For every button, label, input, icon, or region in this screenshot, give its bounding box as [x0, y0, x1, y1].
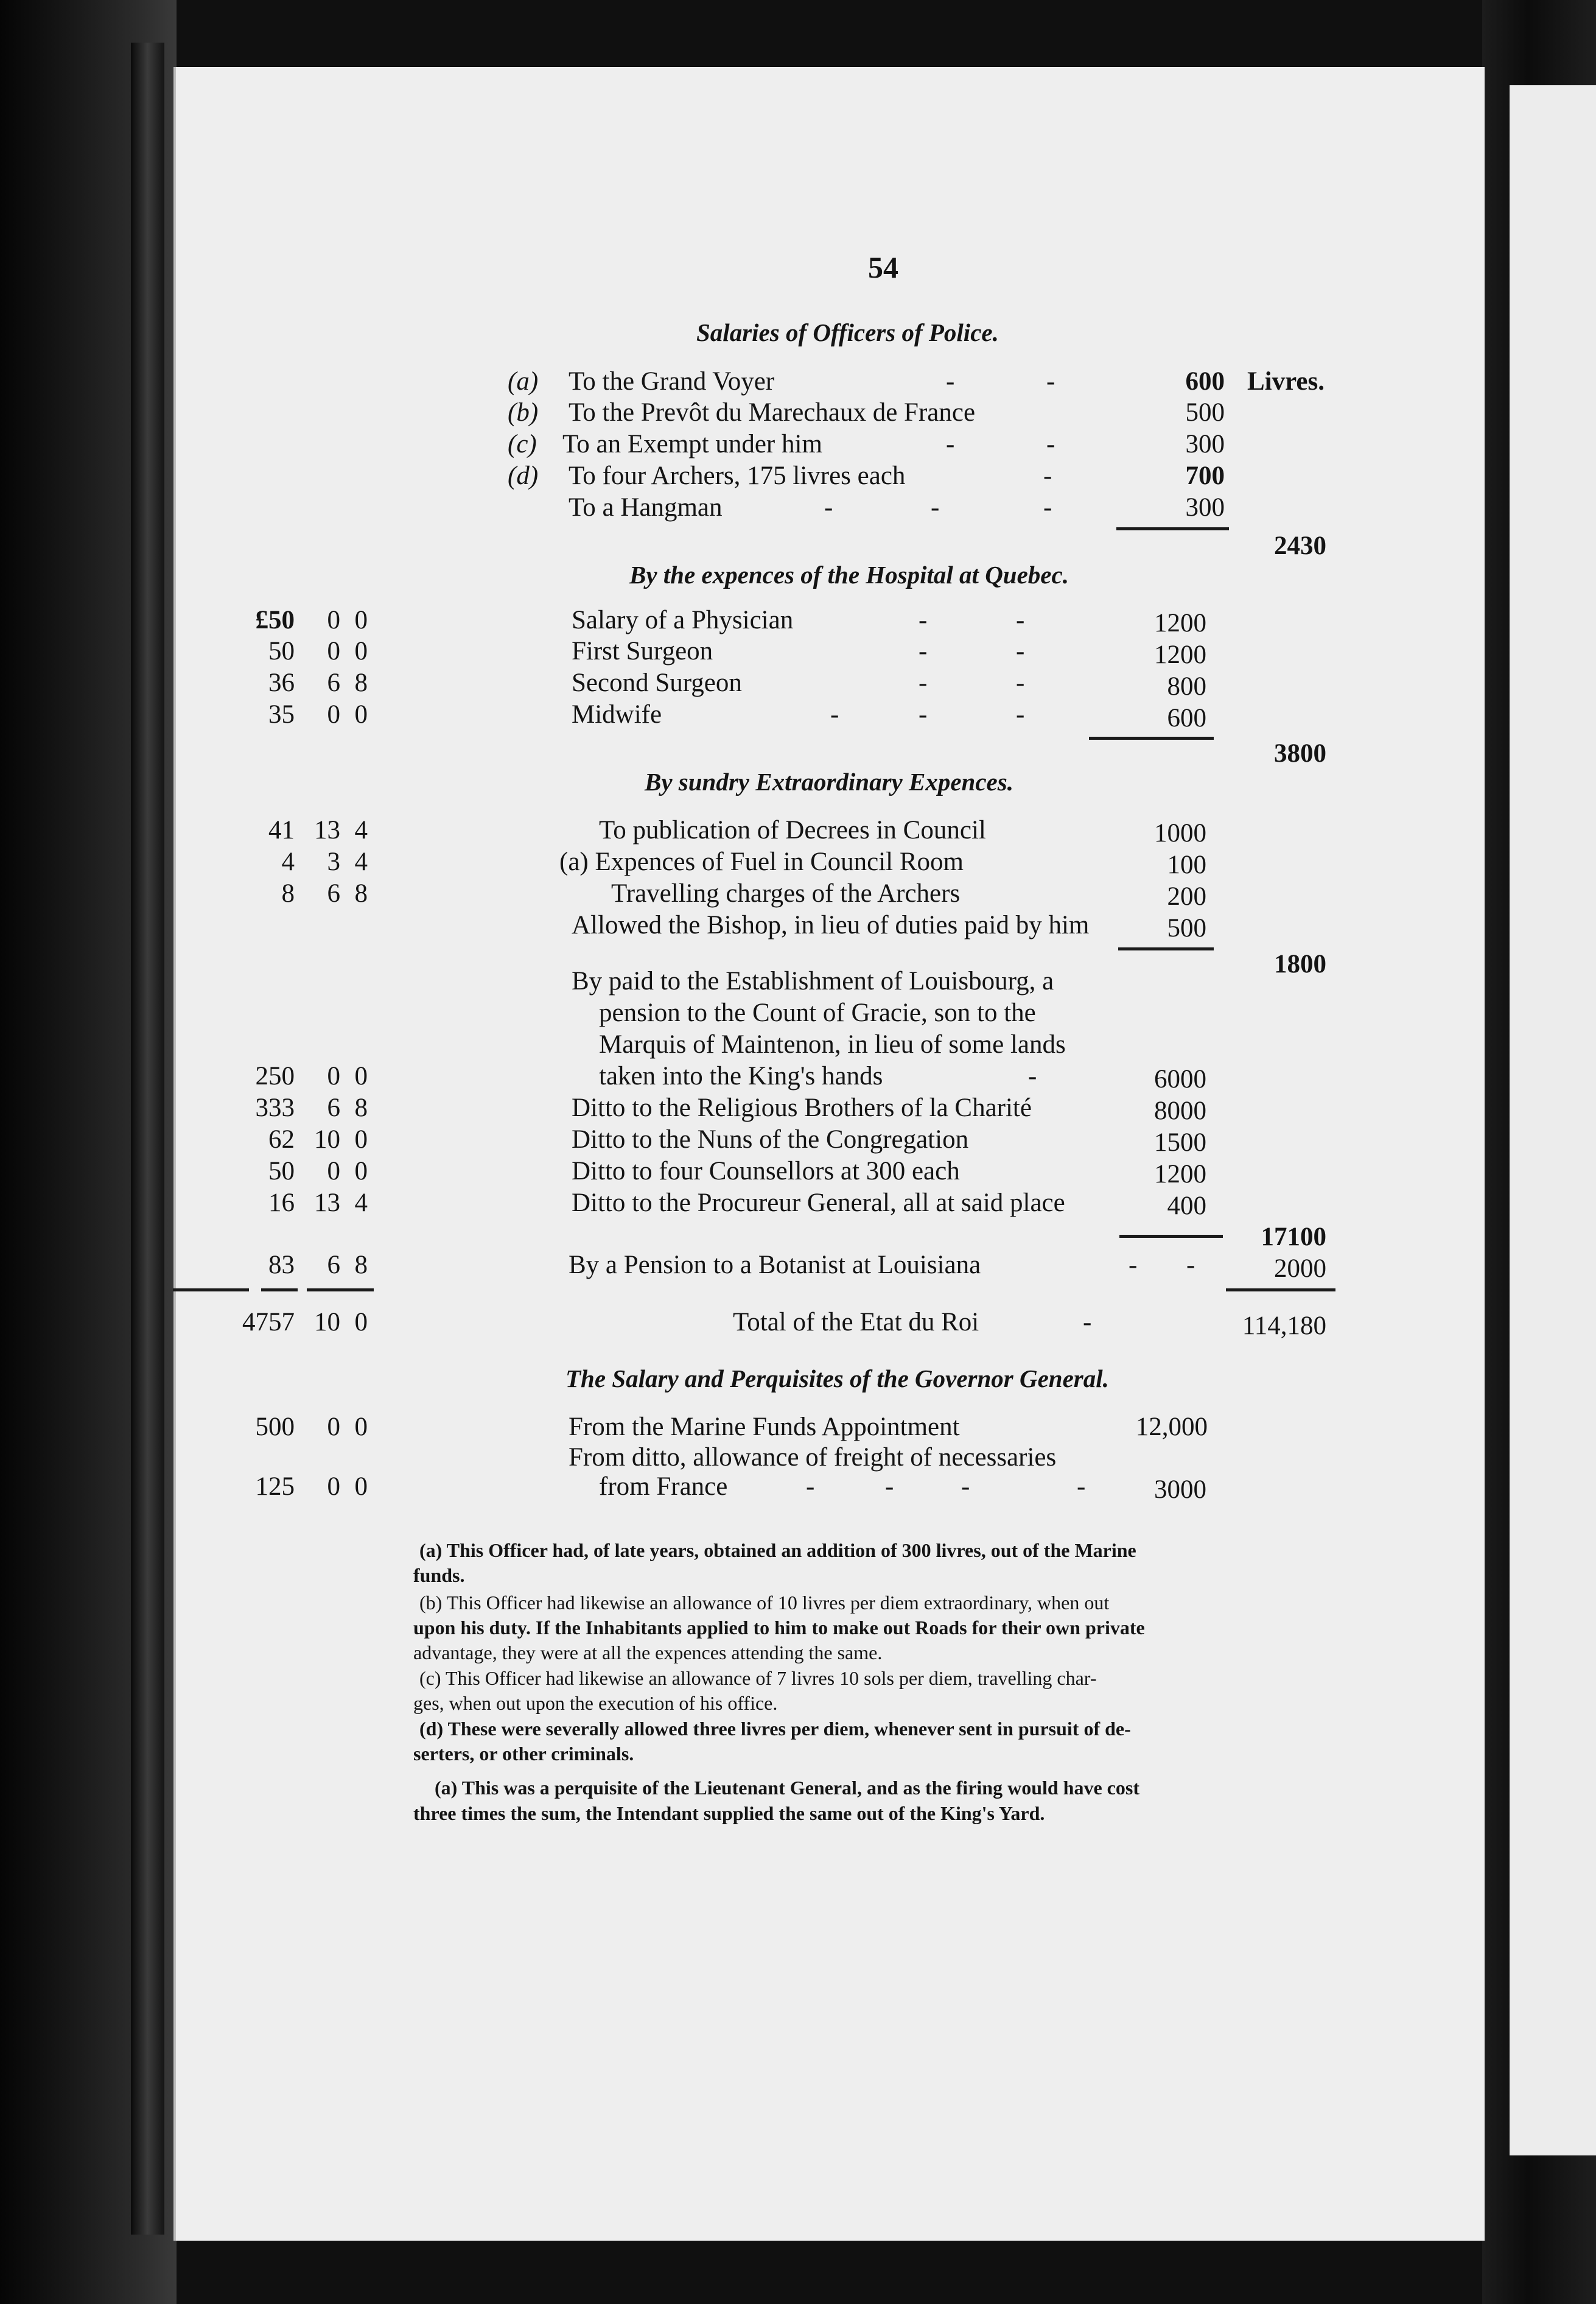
police-heading: Salaries of Officers of Police. — [696, 318, 999, 346]
footnote-line: serters, or other criminals. — [413, 1743, 634, 1765]
louisbourg-text: taken into the King's hands — [599, 1062, 883, 1091]
hospital-heading: By the expences of the Hospital at Quebec. — [629, 561, 1069, 589]
total-rule — [1226, 1288, 1335, 1291]
footnote-line: funds. — [413, 1564, 465, 1586]
footnote-line: (b) This Officer had likewise an allowance of 10 livres per diem extraordinary, when out — [419, 1592, 1110, 1614]
louisbourg-text: By paid to the Establishment of Louisbourg, a — [572, 967, 1054, 996]
subtotal-rule — [1089, 737, 1214, 740]
binding-edge — [131, 43, 164, 2235]
subtotal-rule — [1118, 947, 1214, 950]
footnote-line: (c) This Officer had likewise an allowance of 7 livres 10 sols per diem, travelling char- — [419, 1667, 1097, 1689]
governor-heading: The Salary and Perquisites of the Governor General. — [565, 1364, 1109, 1393]
footnote-line: (a) This was a perquisite of the Lieutenant General, and as the firing would have cost — [435, 1777, 1139, 1799]
louisbourg-dash: - — [1028, 1062, 1037, 1091]
subtotal-rule — [1116, 527, 1229, 530]
footnote-line: three times the sum, the Intendant supplied the same out of the King's Yard. — [413, 1802, 1045, 1824]
hospital-total: 3800 — [1274, 739, 1326, 768]
footnote-line: advantage, they were at all the expences attending the same. — [413, 1642, 883, 1663]
document-page: 54 Salaries of Officers of Police. (a) To the Grand Voyer - - 600 Livres. (b) To the Prevôt du Marechaux de France 500 (c) To an Exempt under him - - 300 (d) To four Archers, 175 livres each - 700 To a Hangman - - - 300 2430 By the expences of the Hospital at Quebec. £50 0 0 Salary of a Physician - - 1200 50 0 0 First Surgeon - - 1200 36 6 8 Second Surgeon - - 800 35 0 0 Midwife - - - 600 3800 By sundry Extraordinary Expences. 41 13 4 To publication of Decrees in Council 1000 4 3 4 (a) Expences of Fuel in Council Room 100 8 6 8 Travelling charges of the Archers 200 Allowed the Bishop, in lieu of duties paid by him 500 1800 By paid to the Establishment of Louisbourg, a pension to the Count of Gracie, son to the Marquis of Maintenon, in lieu of some lands taken into the King's hands - 250 0 0 6000 333 6 8 Ditto to the Religious Brothers of la Charité 8000 62 10 0 Ditto to the Nuns of the Congregation 1500 50 0 0 Ditto to four Counsellors at 300 each 1200 16 13 4 Ditto to the Procureur General, all at said place 400 17100 83 6 8 By a Pension to a Botanist at Louisiana - - 2000 4757 10 0 Total of the Etat du Roi - 114,180 The Salary and Perquisites of the Governor General. 500 0 0 From the Marine Funds Appointment 12,000 From ditto, allowance of freight of necessaries 125 0 0 from France - - - - 3000 (a) This Officer had, of late years, obtained an addition of 300 livres, out of the Marine funds. (b) This Officer had likewise an allowance of 10 livres per diem extraordinary, when out upon his duty. If the Inhabitants applied to him to make out Roads for their own private advantage, they were at all the expences attending the same. (c) This Officer had likewise an allowance of 7 livres 10 sols per diem, travelling char- ges, when out upon the execution of his office. (d) These were severally allowed three livres per diem, whenever sent in pursuit of de- serters, or other criminals. (a) This was a perquisite of the Lieutenant General, and as the firing would have cost three times the sum, the Intendant supplied the same out of the King's Yard. — [173, 67, 1485, 2241]
footnote-line: upon his duty. If the Inhabitants applied to him to make out Roads for their own private — [413, 1617, 1145, 1638]
total-rule — [307, 1288, 374, 1291]
extraordinary-heading: By sundry Extraordinary Expences. — [645, 768, 1013, 796]
footnote-line: (a) This Officer had, of late years, obtained an addition of 300 livres, out of the Marine — [419, 1539, 1136, 1561]
louisbourg-total: 17100 — [1261, 1223, 1326, 1251]
adjacent-page-edge — [1510, 85, 1596, 2155]
footnote-line: (d) These were severally allowed three livres per diem, whenever sent in pursuit of de- — [419, 1718, 1131, 1740]
police-total: 2430 — [1274, 532, 1326, 560]
footnote-line: ges, when out upon the execution of his office. — [413, 1692, 778, 1714]
louisbourg-text: Marquis of Maintenon, in lieu of some lands — [599, 1030, 1066, 1059]
total-rule — [173, 1288, 249, 1291]
page-number: 54 — [868, 250, 898, 284]
louisbourg-text: pension to the Count of Gracie, son to the — [599, 999, 1036, 1027]
extraordinary-total: 1800 — [1274, 950, 1326, 978]
total-rule — [261, 1288, 298, 1291]
